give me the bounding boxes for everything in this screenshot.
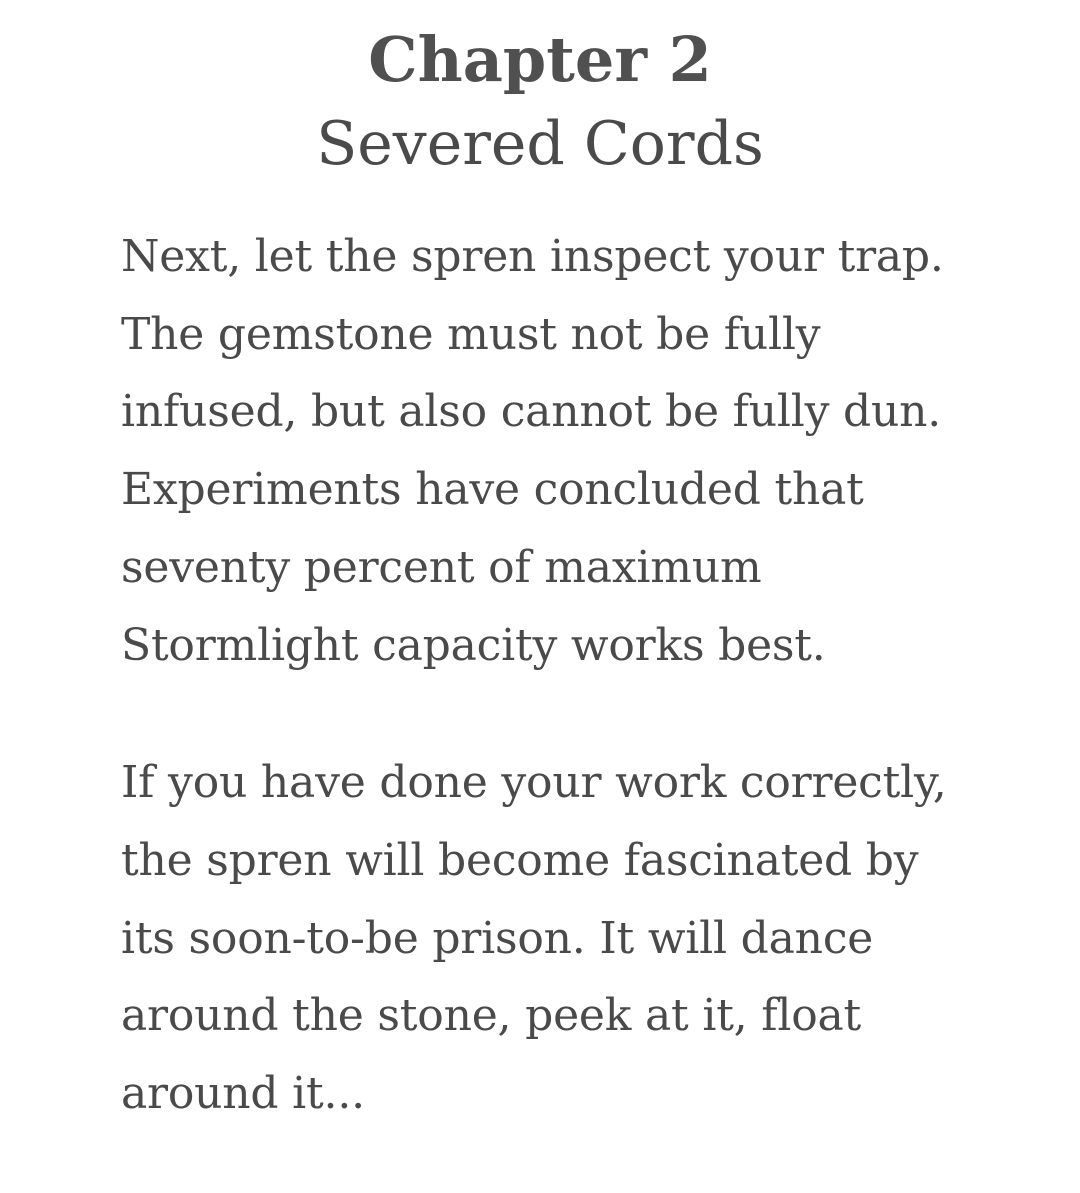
text-line: around the stone, peek at it, float <box>121 990 862 1042</box>
text-line: Stormlight capacity works best. <box>121 619 826 671</box>
paragraph <box>121 744 1021 1133</box>
text-line: infused, but also cannot be fully dun. <box>121 386 942 438</box>
text-line: If you have done your work correctly, <box>121 757 947 809</box>
chapter-header <box>0 18 1080 186</box>
text-line: Experiments have concluded that <box>121 464 864 516</box>
chapter-title: Severed Cords <box>316 109 764 179</box>
text-line: The gemstone must not be fully <box>121 308 821 360</box>
text-line: around it... <box>121 1068 365 1120</box>
chapter-body <box>121 218 1021 1193</box>
text-line: the spren will become fascinated by <box>121 834 919 886</box>
text-line: seventy percent of maximum <box>121 541 762 593</box>
text-line: its soon-to-be prison. It will dance <box>121 912 874 964</box>
paragraph <box>121 218 1021 684</box>
chapter-number: Chapter 2 <box>368 23 712 96</box>
text-line: Next, let the spren inspect your trap. <box>121 231 944 282</box>
